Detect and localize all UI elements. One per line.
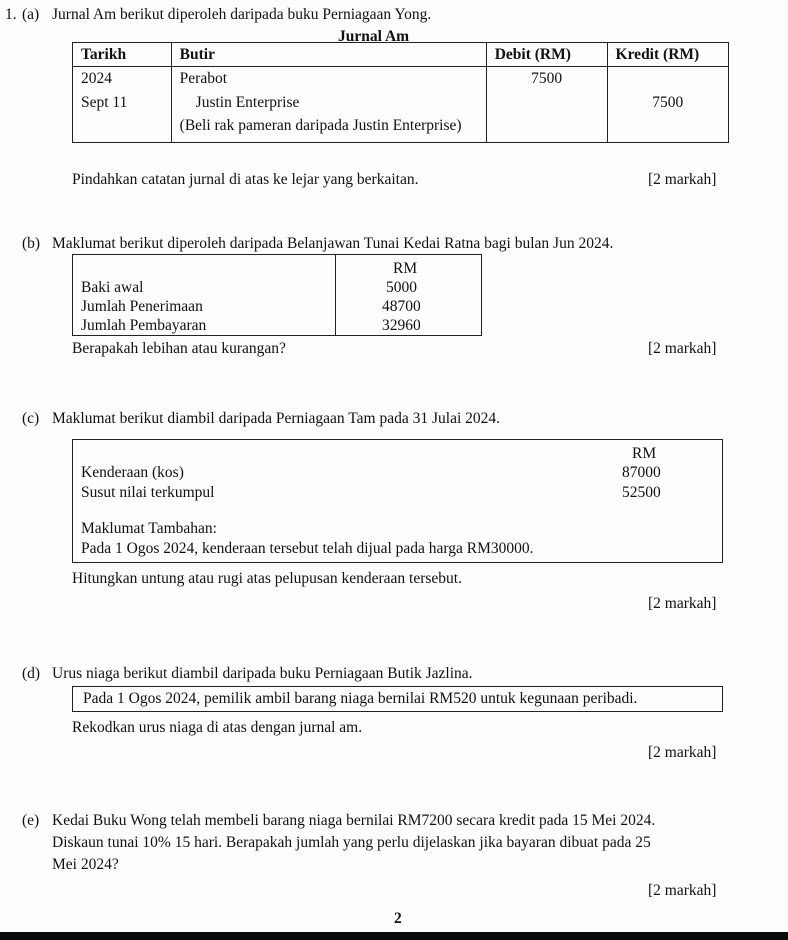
unit-label: RM bbox=[393, 260, 418, 277]
part-b-label: (b) bbox=[22, 235, 41, 252]
vehicle-info-box bbox=[72, 439, 723, 563]
part-d-intro: Urus niaga berikut diambil daripada buku Perniagaan Butik Jazlina. bbox=[52, 665, 473, 682]
header-butir: Butir bbox=[171, 43, 486, 67]
item-label: Susut nilai terkumpul bbox=[81, 484, 215, 501]
cell-debit bbox=[486, 114, 607, 142]
cell-tarikh: 2024 bbox=[73, 67, 172, 91]
part-a-marks: [2 markah] bbox=[648, 171, 717, 188]
part-e-line-1: Kedai Buku Wong telah membeli barang niaga bernilai RM7200 secara kredit pada 15 Mei 2024. bbox=[52, 812, 656, 829]
item-value: 87000 bbox=[622, 464, 661, 481]
journal-header-row bbox=[73, 43, 729, 67]
part-e-line-2: Diskaun tunai 10% 15 hari. Berapakah jumlah yang perlu dijelaskan jika bayaran dibuat pada 25 bbox=[52, 834, 651, 851]
cell-kredit: 7500 bbox=[652, 93, 684, 111]
cash-budget-box bbox=[72, 254, 482, 336]
journal-title: Jurnal Am bbox=[338, 28, 410, 45]
part-b-question: Berapakah lebihan atau kurangan? bbox=[72, 340, 286, 357]
item-value: 48700 bbox=[382, 298, 421, 315]
header-kredit: Kredit (RM) bbox=[607, 43, 728, 67]
part-d-question: Rekodkan urus niaga di atas dengan jurnal am. bbox=[72, 719, 363, 736]
item-label: Jumlah Pembayaran bbox=[81, 317, 207, 334]
bottom-edge-bar bbox=[0, 932, 788, 940]
part-b-intro: Maklumat berikut diperoleh daripada Belanjawan Tunai Kedai Ratna bagi bulan Jun 2024. bbox=[52, 235, 614, 252]
part-e-label: (e) bbox=[22, 812, 40, 829]
transaction-box bbox=[72, 686, 723, 712]
table-row bbox=[73, 114, 729, 142]
item-value: 5000 bbox=[386, 279, 417, 296]
item-label: Baki awal bbox=[81, 279, 144, 296]
item-label: Kenderaan (kos) bbox=[81, 464, 184, 481]
part-a-label: (a) bbox=[22, 6, 40, 23]
transaction-text: Pada 1 Ogos 2024, pemilik ambil barang niaga bernilai RM520 untuk kegunaan peribadi. bbox=[83, 690, 638, 707]
cell-tarikh bbox=[73, 114, 172, 142]
extra-info-title: Maklumat Tambahan: bbox=[81, 520, 217, 537]
part-e-line-3: Mei 2024? bbox=[52, 856, 119, 873]
table-row bbox=[73, 91, 729, 114]
cell-butir: Perabot bbox=[171, 67, 486, 91]
part-e-marks: [2 markah] bbox=[648, 882, 717, 899]
item-value: 52500 bbox=[622, 484, 661, 501]
cell-butir: (Beli rak pameran daripada Justin Enterprise) bbox=[171, 114, 486, 142]
part-a-question: Pindahkan catatan jurnal di atas ke lejar yang berkaitan. bbox=[72, 171, 419, 188]
cell-tarikh: Sept 11 bbox=[73, 91, 172, 114]
part-a-intro: Jurnal Am berikut diperoleh daripada buku Perniagaan Yong. bbox=[52, 6, 432, 23]
unit-label: RM bbox=[632, 445, 657, 462]
cell-kredit bbox=[607, 114, 728, 142]
extra-info-text: Pada 1 Ogos 2024, kenderaan tersebut telah dijual pada harga RM30000. bbox=[81, 540, 534, 557]
journal-table bbox=[72, 42, 729, 143]
item-label: Jumlah Penerimaan bbox=[81, 298, 203, 315]
cell-debit bbox=[486, 91, 607, 114]
part-c-intro: Maklumat berikut diambil daripada Perniagaan Tam pada 31 Julai 2024. bbox=[52, 410, 501, 427]
cell-kredit bbox=[607, 67, 728, 91]
header-tarikh: Tarikh bbox=[73, 43, 172, 67]
table-row bbox=[73, 67, 729, 91]
page-number: 2 bbox=[394, 910, 402, 927]
cell-butir: Justin Enterprise bbox=[171, 91, 486, 114]
part-c-marks: [2 markah] bbox=[648, 595, 717, 612]
part-b-marks: [2 markah] bbox=[648, 340, 717, 357]
cell-debit: 7500 bbox=[486, 67, 607, 91]
column-divider bbox=[335, 255, 336, 335]
item-value: 32960 bbox=[382, 317, 421, 334]
part-d-label: (d) bbox=[22, 665, 41, 682]
part-d-marks: [2 markah] bbox=[648, 744, 717, 761]
header-debit: Debit (RM) bbox=[486, 43, 607, 67]
part-c-label: (c) bbox=[22, 410, 40, 427]
part-c-question: Hitungkan untung atau rugi atas pelupusan kenderaan tersebut. bbox=[72, 570, 462, 587]
question-number: 1. bbox=[5, 6, 17, 23]
